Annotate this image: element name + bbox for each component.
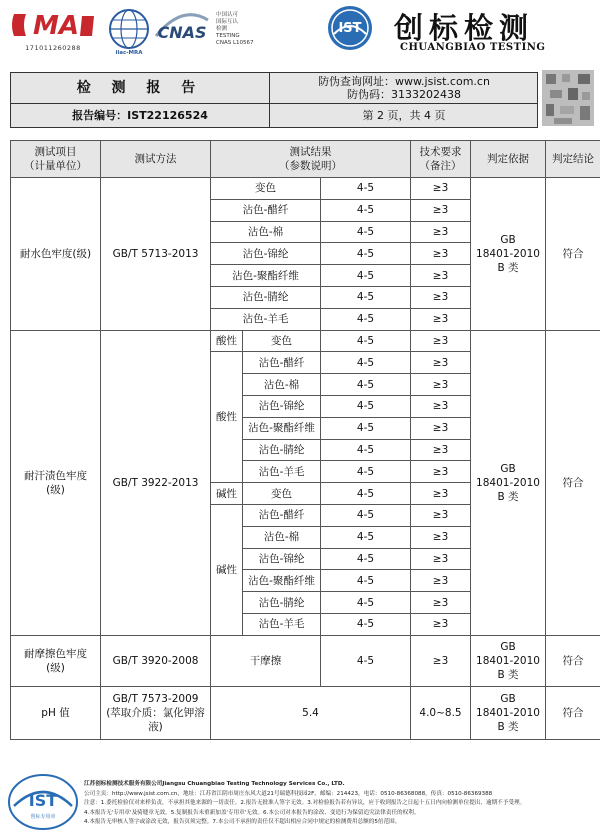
anti-fake-query-url: 防伪查询网址：www.jsist.com.cn <box>318 75 490 88</box>
alkaline-label: 碱性 <box>211 504 243 635</box>
col-header-result <box>211 141 411 178</box>
value-cell: 4-5 <box>321 178 411 200</box>
acid-label: 酸性 <box>211 352 243 483</box>
acid-label: 酸性 <box>211 330 243 352</box>
ilac-mra-logo-icon <box>108 8 150 50</box>
requirement-cell: ≥3 <box>411 635 471 686</box>
text-line: 耐汗渍色牢度 <box>24 469 87 482</box>
cma-number: 171011260288 <box>25 44 81 52</box>
value-cell: 4-5 <box>321 504 411 526</box>
col-header-item <box>11 141 101 178</box>
requirement-cell: ≥3 <box>411 504 471 526</box>
item-cell: pH 值 <box>11 686 101 739</box>
item-cell: 耐水色牢度(级) <box>11 178 101 331</box>
cnas-side-text <box>216 12 266 47</box>
report-info-block <box>10 72 538 128</box>
requirement-cell: ≥3 <box>411 483 471 505</box>
water-fastness-section <box>11 178 600 331</box>
method-cell <box>101 686 211 739</box>
value-cell: 4-5 <box>321 395 411 417</box>
value-cell: 4-5 <box>321 548 411 570</box>
header-result-label: 测试结果 <box>289 146 332 158</box>
value-cell: 4-5 <box>321 461 411 483</box>
cnas-line: 国际互认 <box>216 19 239 25</box>
value-cell: 4-5 <box>321 526 411 548</box>
seal-text: IST <box>28 791 58 810</box>
value-cell: 4-5 <box>321 570 411 592</box>
text-line: 18401-2010 <box>476 476 540 489</box>
alkaline-label: 碱性 <box>211 483 243 505</box>
requirement-cell: ≥3 <box>411 221 471 243</box>
param-cell: 沾色-棉 <box>243 374 321 396</box>
value-cell: 4-5 <box>321 483 411 505</box>
text-line: (级) <box>46 483 65 496</box>
value-cell: 4-5 <box>321 417 411 439</box>
requirement-cell: ≥3 <box>411 439 471 461</box>
cnas-line: 检测 <box>216 26 228 32</box>
item-unit: (级) <box>46 661 65 674</box>
col-header-method: 测试方法 <box>101 141 211 178</box>
param-cell: 沾色-锦纶 <box>211 243 321 265</box>
ist-seal-icon <box>6 772 80 832</box>
basis-line: GB <box>500 640 516 653</box>
requirement-cell: ≥3 <box>411 461 471 483</box>
ilac-mra-label: ilac-MRA <box>115 50 143 56</box>
header-item-label: 测试项目 <box>34 146 77 158</box>
text-line: B 类 <box>497 261 519 274</box>
param-cell: 沾色-聚酯纤维 <box>211 265 321 287</box>
basis-line: GB <box>500 692 516 705</box>
value-cell: 4-5 <box>321 592 411 614</box>
param-cell: 沾色-聚酯纤维 <box>243 417 321 439</box>
param-cell: 沾色-腈纶 <box>243 592 321 614</box>
basis-cell <box>471 686 546 739</box>
conclusion-cell: 符合 <box>546 686 600 739</box>
basis-cell <box>471 330 546 635</box>
param-cell: 沾色-锦纶 <box>243 548 321 570</box>
text-line: GB <box>500 233 516 246</box>
requirement-cell: ≥3 <box>411 286 471 308</box>
requirement-cell: ≥3 <box>411 526 471 548</box>
param-cell: 沾色-羊毛 <box>243 613 321 635</box>
basis-line: B 类 <box>497 668 519 681</box>
method-cell: GB/T 3920-2008 <box>101 635 211 686</box>
requirement-cell: ≥3 <box>411 265 471 287</box>
param-cell: 沾色-羊毛 <box>211 308 321 330</box>
item-name: 耐摩擦色牢度 <box>24 647 87 660</box>
value-cell: 4-5 <box>321 221 411 243</box>
method-line: GB/T 7573-2009 <box>112 692 199 705</box>
value-cell: 4-5 <box>321 613 411 635</box>
param-cell: 沾色-腈纶 <box>211 286 321 308</box>
value-cell: 4-5 <box>321 635 411 686</box>
footer-company: 江苏创标检测技术服务有限公司Jiangsu Chuangbiao Testing Technology Services Co., LTD. <box>84 781 345 787</box>
requirement-cell: ≥3 <box>411 592 471 614</box>
report-header <box>0 0 600 64</box>
rubbing-fastness-row <box>11 635 600 686</box>
requirement-cell: ≥3 <box>411 330 471 352</box>
value-cell: 4-5 <box>321 330 411 352</box>
ist-logo-text: IST <box>338 21 362 36</box>
col-header-basis: 判定依据 <box>471 141 546 178</box>
param-cell: 沾色-棉 <box>211 221 321 243</box>
requirement-cell: ≥3 <box>411 374 471 396</box>
requirement-cell: ≥3 <box>411 243 471 265</box>
requirement-cell: ≥3 <box>411 570 471 592</box>
conclusion-cell: 符合 <box>546 330 600 635</box>
table-header-row <box>11 141 600 178</box>
param-cell: 变色 <box>211 178 321 200</box>
table-row <box>11 178 600 200</box>
header-req-sub: （备注） <box>419 160 462 172</box>
cnas-line: TESTING <box>216 33 240 39</box>
item-cell <box>11 330 101 635</box>
method-line: 液) <box>148 720 163 733</box>
value-cell: 4-5 <box>321 265 411 287</box>
basis-cell <box>471 178 546 331</box>
header-req-label: 技术要求 <box>419 146 462 158</box>
footer-note: 4.本报告无审核人签字或涂改无效，报告页须完整。7.本公司不承担的责任仅不超出相应合同中规定的检测费用总额的5倍范围。 <box>84 819 401 825</box>
anti-fake-code: 防伪码：3133202438 <box>347 88 461 101</box>
test-results-table <box>10 140 600 740</box>
basis-line: 18401-2010 <box>476 706 540 719</box>
cnas-logo-text: CNAS <box>157 23 207 42</box>
report-number: 报告编号：IST22126524 <box>72 109 208 122</box>
method-cell: GB/T 3922-2013 <box>101 330 211 635</box>
header-item-unit: （计量单位） <box>24 160 87 172</box>
ph-value-row <box>11 686 600 739</box>
param-cell: 沾色-锦纶 <box>243 395 321 417</box>
value-cell: 4-5 <box>321 439 411 461</box>
method-line: (萃取介质：氯化钾溶 <box>106 706 205 719</box>
param-cell: 沾色-醋纤 <box>243 352 321 374</box>
value-cell: 4-5 <box>321 286 411 308</box>
param-cell: 变色 <box>243 483 321 505</box>
cnas-logo-icon <box>152 10 212 44</box>
ist-logo-icon <box>326 4 374 52</box>
method-cell: GB/T 5713-2013 <box>101 178 211 331</box>
report-title: 检 测 报 告 <box>76 80 204 96</box>
page-indicator: 第 2 页，共 4 页 <box>362 109 446 122</box>
param-cell: 沾色-腈纶 <box>243 439 321 461</box>
value-cell: 4-5 <box>321 374 411 396</box>
requirement-cell: ≥3 <box>411 308 471 330</box>
text-line: B 类 <box>497 490 519 503</box>
header-result-sub: （参数说明） <box>279 160 342 172</box>
value-cell: 4-5 <box>321 352 411 374</box>
footer-contact: 公司主页：http://www.jsist.com.cn，地址：江苏省江阴市周庄东风大道21号瑞德科技园2F，邮编：214423，电话：0510-86368088，传真：0510-86369388 <box>84 790 493 797</box>
conclusion-cell: 符合 <box>546 178 600 331</box>
cnas-line: 中国认可 <box>216 12 239 18</box>
sweat-fastness-section <box>11 330 600 635</box>
table-row <box>11 330 600 352</box>
requirement-cell: ≥3 <box>411 178 471 200</box>
requirement-cell: ≥3 <box>411 395 471 417</box>
requirement-cell: 4.0~8.5 <box>411 686 471 739</box>
footer-note: 4.本报告无'专用章'及骑缝章无效。5.复制报告未重新加盖'专用章'无效。6.本公司对本报告的涂改、变造行为保留追究法律责任的权利。 <box>84 809 420 816</box>
footer-notes <box>84 780 596 828</box>
requirement-cell: ≥3 <box>411 199 471 221</box>
brand-name-cn: 创标检测 <box>394 11 535 45</box>
param-cell: 沾色-聚酯纤维 <box>243 570 321 592</box>
footer-note: 注意：1.委托检验仅对来样负责，不承担其他来源的一切责任。2.报告无批准人签字无效。3.对检验报告若有异议，应于收到报告之日起十五日内向检测单位提出，逾期不予受理。 <box>84 800 526 806</box>
item-cell <box>11 635 101 686</box>
seal-subtext: 创标专用章 <box>30 814 56 820</box>
value-cell: 4-5 <box>321 243 411 265</box>
value-cell: 5.4 <box>211 686 411 739</box>
requirement-cell: ≥3 <box>411 417 471 439</box>
basis-cell <box>471 635 546 686</box>
param-cell: 干摩擦 <box>211 635 321 686</box>
param-cell: 沾色-醋纤 <box>243 504 321 526</box>
cnas-line: CNAS L10567 <box>216 40 254 46</box>
brand-name-en: CHUANGBIAO TESTING <box>400 42 546 53</box>
param-cell: 沾色-羊毛 <box>243 461 321 483</box>
requirement-cell: ≥3 <box>411 613 471 635</box>
text-line: GB <box>500 462 516 475</box>
value-cell: 4-5 <box>321 199 411 221</box>
basis-line: 18401-2010 <box>476 654 540 667</box>
basis-line: B 类 <box>497 720 519 733</box>
param-cell: 变色 <box>243 330 321 352</box>
col-header-conclusion: 判定结论 <box>546 141 600 178</box>
text-line: 18401-2010 <box>476 247 540 260</box>
requirement-cell: ≥3 <box>411 352 471 374</box>
param-cell: 沾色-醋纤 <box>211 199 321 221</box>
col-header-requirement <box>411 141 471 178</box>
cma-logo-text: MA <box>33 11 79 40</box>
value-cell: 4-5 <box>321 308 411 330</box>
cma-logo-icon <box>8 10 98 40</box>
param-cell: 沾色-棉 <box>243 526 321 548</box>
conclusion-cell: 符合 <box>546 635 600 686</box>
requirement-cell: ≥3 <box>411 548 471 570</box>
qr-code-icon <box>542 70 594 126</box>
